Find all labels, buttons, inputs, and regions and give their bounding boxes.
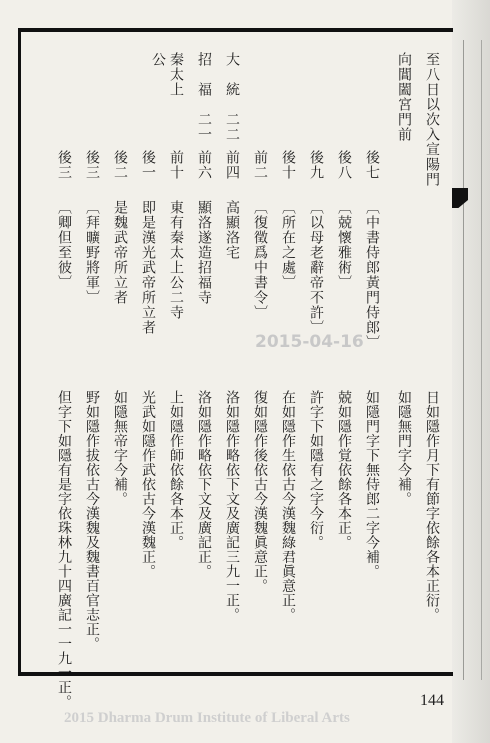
row-entry: 顯洛遂造招福寺 — [196, 200, 212, 305]
footer-watermark: 2015 Dharma Drum Institute of Liberal Arts — [64, 710, 350, 726]
row-label: 後三 — [84, 150, 100, 180]
row-label: 前四 — [224, 150, 240, 180]
row-entry: 〔拜曠野將軍〕 — [84, 200, 100, 305]
row-note: 如隱無帝字今補。 — [112, 390, 128, 506]
row-entry: 〔中書侍郎黃門侍郎〕 — [364, 200, 380, 350]
row-label: 後十 — [280, 150, 296, 180]
row-note: 光武如隱作武依古今漢魏正。 — [140, 390, 156, 579]
row-entry: 是魏武帝所立者 — [112, 200, 128, 305]
row-note: 野如隱作拔依古今漢魏及魏書百官志正。 — [84, 390, 100, 651]
row-label: 前二 — [252, 150, 268, 180]
row-label: 後八 — [336, 150, 352, 180]
row-note: 上如隱作師依餘各本正。 — [168, 390, 184, 550]
header-title-3: 秦太上 — [168, 52, 184, 97]
row-note: 許字下如隱有之字今衍。 — [308, 390, 324, 550]
date-stamp: 2015-04-16 — [255, 332, 364, 352]
header-title-1: 大 統 二二 — [224, 52, 240, 142]
row-label: 前六 — [196, 150, 212, 180]
row-entry: 東有秦太上公二寺 — [168, 200, 184, 320]
row-entry: 〔所在之處〕 — [280, 200, 296, 290]
row-note: 復如隱作後依古今漢魏眞意正。 — [252, 390, 268, 593]
row-entry: 即是漢光武帝所立者 — [140, 200, 156, 335]
entry-text: 向閶闔宮門前 — [396, 52, 412, 142]
row-label: 後二 — [112, 150, 128, 180]
header-title-3b: 公 — [150, 52, 166, 67]
row-note: 但字下如隱有是字依珠林九十四廣記一一九一正。 — [56, 390, 72, 709]
row-label: 後九 — [308, 150, 324, 180]
entry-note: 如隱無門字今補。 — [396, 390, 412, 506]
row-entry: 高顯洛宅 — [224, 200, 240, 260]
row-label: 後七 — [364, 150, 380, 180]
row-label: 前十 — [168, 150, 184, 180]
adjacent-page-edge — [452, 0, 490, 743]
row-entry: 〔卿但至彼〕 — [56, 200, 72, 290]
adjacent-page-line — [463, 40, 464, 680]
row-label: 後一 — [140, 150, 156, 180]
row-note: 在如隱作生依古今漢魏綠君眞意正。 — [280, 390, 296, 622]
row-label: 後三 — [56, 150, 72, 180]
row-entry: 〔復徵爲中書令〕 — [252, 200, 268, 320]
page-number: 144 — [420, 692, 444, 709]
adjacent-page-line-2 — [481, 40, 482, 680]
entry-note: 日如隱作月下有節字依餘各本正衍。 — [424, 390, 440, 622]
row-note: 洛如隱作略依下文及廣記正。 — [196, 390, 212, 579]
row-note: 如隱門字下無侍郎二字今補。 — [364, 390, 380, 579]
row-note: 洛如隱作略依下文及廣記三九一正。 — [224, 390, 240, 622]
row-entry: 〔兢懷雅術〕 — [336, 200, 352, 290]
row-entry: 〔以母老辭帝不許〕 — [308, 200, 324, 335]
row-note: 兢如隱作覚依餘各本正。 — [336, 390, 352, 550]
header-title-2: 招 福 二一 — [196, 52, 212, 142]
entry-text: 至八日以次入宣陽門 — [424, 52, 440, 187]
